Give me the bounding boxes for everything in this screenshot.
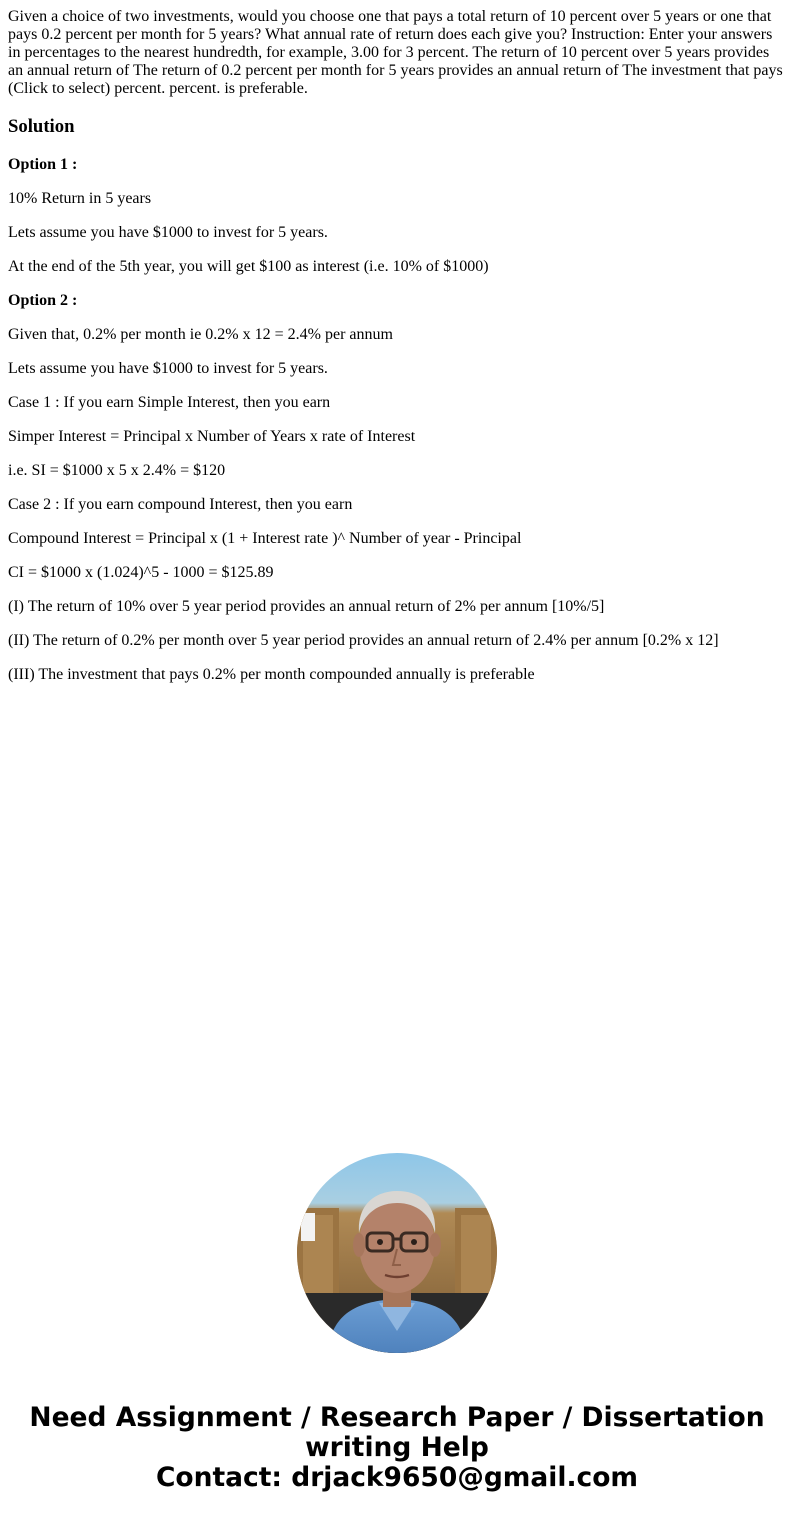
- solution-line: Lets assume you have $1000 to invest for 5 years.: [8, 360, 328, 377]
- question-text: Given a choice of two investments, would you choose one that pays a total return of 10 percent over 5 years or one that pays 0.2 percent per month for 5 years? What annual rate of return does each give you? Instruction: Enter your answers in percentages to the nearest hundredth, for example, 3.00 for 3 percent. The return of 10 percent over 5 years provides an annual return of The return of 0.2 percent per month for 5 years provides an annual return of The investment that pays (Click to select) percent. percent. is preferable.: [8, 8, 783, 97]
- solution-line: At the end of the 5th year, you will get $100 as interest (i.e. 10% of $1000): [8, 258, 489, 275]
- author-photo-icon: [297, 1153, 497, 1353]
- solution-line: (I) The return of 10% over 5 year period provides an annual return of 2% per annum [10%/5]: [8, 598, 605, 615]
- solution-line: (III) The investment that pays 0.2% per month compounded annually is preferable: [8, 666, 535, 683]
- promo-line: writing Help: [305, 1432, 489, 1463]
- solution-line: Simper Interest = Principal x Number of Years x rate of Interest: [8, 428, 416, 445]
- solution-line: Given that, 0.2% per month ie 0.2% x 12 = 2.4% per annum: [8, 326, 393, 343]
- promo-banner: [0, 1403, 794, 1493]
- author-avatar: [297, 1153, 497, 1353]
- solution-line: Case 2 : If you earn compound Interest, then you earn: [8, 496, 353, 513]
- solution-line: Option 2 :: [8, 292, 78, 309]
- solution-line: Compound Interest = Principal x (1 + Interest rate )^ Number of year - Principal: [8, 530, 522, 547]
- solution-line: 10% Return in 5 years: [8, 190, 152, 207]
- promo-contact: Contact: drjack9650@gmail.com: [155, 1462, 639, 1493]
- solution-line: Lets assume you have $1000 to invest for 5 years.: [8, 224, 328, 241]
- solution-line: Case 1 : If you earn Simple Interest, then you earn: [8, 394, 331, 411]
- document-body: [8, 0, 786, 700]
- solution-line: i.e. SI = $1000 x 5 x 2.4% = $120: [8, 462, 226, 479]
- solution-steps: [8, 156, 786, 700]
- promo-line: Need Assignment / Research Paper / Dissertation: [29, 1402, 765, 1433]
- solution-line: Option 1 :: [8, 156, 78, 173]
- solution-line: CI = $1000 x (1.024)^5 - 1000 = $125.89: [8, 564, 274, 581]
- solution-heading: Solution: [8, 116, 75, 137]
- solution-line: (II) The return of 0.2% per month over 5 year period provides an annual return of 2.4% per annum [0.2% x 12]: [8, 632, 719, 649]
